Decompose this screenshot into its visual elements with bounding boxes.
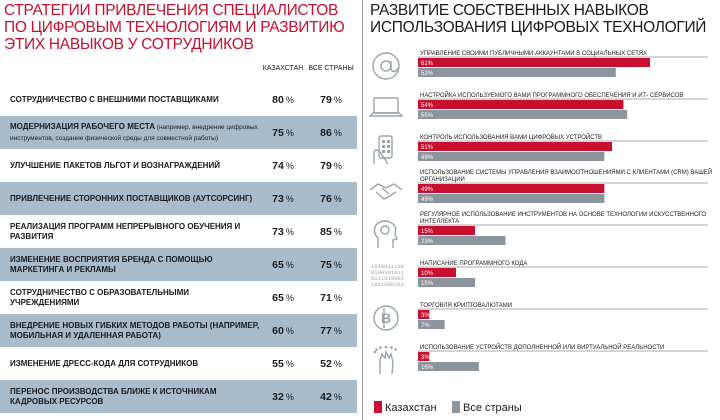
bitcoin-glyph: B	[380, 310, 392, 326]
value-kazakhstan: 74 %	[272, 159, 294, 172]
row-label	[10, 182, 260, 215]
left-panel	[0, 0, 357, 420]
value-all-countries: 79 %	[320, 93, 342, 106]
icon-part	[375, 348, 378, 351]
value-all-countries: 52 %	[320, 357, 342, 370]
bar-value-label: 15%	[421, 228, 434, 235]
row-label-text: РЕАЛИЗАЦИЯ ПРОГРАММ НЕПРЕРЫВНОГО ОБУЧЕНИЯ И РАЗВИТИЯ	[10, 221, 241, 241]
table-row	[0, 149, 357, 182]
value-all-countries: 86 %	[320, 126, 342, 139]
value-all-countries: 77 %	[320, 324, 342, 337]
value-all-countries: 76 %	[320, 192, 342, 205]
bar-kazakhstan	[418, 58, 650, 67]
category-label: НАПИСАНИЕ ПРОГРАММНОГО КОДА	[420, 261, 528, 267]
bar-value-label: 55%	[421, 112, 434, 119]
bar-value-label: 10%	[421, 270, 434, 277]
bar-value-label: 3%	[421, 354, 430, 361]
table-row	[0, 248, 357, 281]
legend-swatch	[452, 401, 460, 413]
category-label: УПРАВЛЕНИЕ СВОИМИ ПУБЛИЧНЫМИ АККАУНТАМИ В СОЦИАЛЬНЫХ СЕТЯХ	[420, 51, 648, 57]
row-label	[10, 314, 260, 347]
value-kazakhstan: 65 %	[272, 258, 294, 271]
legend-label: Все страны	[463, 402, 522, 414]
row-label	[10, 83, 260, 116]
icon-part	[381, 61, 391, 71]
icon-part	[387, 150, 390, 153]
icon-part	[387, 145, 390, 148]
chart-category	[371, 261, 708, 288]
row-label-text: СОТРУДНИЧЕСТВО С ВНЕШНИМИ ПОСТАВЩИКАМИ	[10, 94, 219, 104]
bar-kazakhstan	[418, 142, 612, 151]
icon-part	[385, 346, 388, 349]
bar-all-countries	[418, 110, 627, 119]
icon-part	[382, 188, 389, 194]
icon-part	[382, 140, 385, 143]
binary-line: 0111010001	[371, 275, 405, 282]
chart-category	[374, 303, 708, 330]
row-label	[10, 215, 260, 248]
value-kazakhstan: 73 %	[272, 225, 294, 238]
panel-divider	[362, 0, 363, 420]
value-kazakhstan: 75 %	[272, 126, 294, 139]
right-panel	[364, 0, 720, 420]
row-label-text: ИЗМЕНЕНИЕ ВОСПРИЯТИЯ БРЕНДА С ПОМОЩЬЮ МАРКЕТИНГА И РЕКЛАМЫ	[10, 254, 213, 274]
bar-kazakhstan	[418, 184, 604, 193]
value-all-countries: 71 %	[320, 291, 342, 304]
table-row	[0, 380, 357, 413]
bar-value-label: 15%	[421, 280, 434, 287]
column-header-all-countries: ВСЕ СТРАНЫ	[308, 65, 354, 72]
row-label	[10, 347, 260, 380]
row-label-text: УЛУЧШЕНИЕ ПАКЕТОВ ЛЬГОТ И ВОЗНАГРАЖДЕНИЙ	[10, 160, 220, 170]
value-kazakhstan: 65 %	[272, 291, 294, 304]
chart-category	[370, 91, 708, 119]
icon-part	[390, 346, 393, 349]
bar-value-label: 51%	[421, 144, 434, 151]
row-label-text: МОДЕРНИЗАЦИЯ РАБОЧЕГО МЕСТА	[10, 121, 155, 131]
row-label-text: ИЗМЕНЕНИЕ ДРЕСС-КОДА ДЛЯ СОТРУДНИКОВ	[10, 358, 199, 368]
row-label-text: СОТРУДНИЧЕСТВО С ОБРАЗОВАТЕЛЬНЫМИ УЧРЕЖДЕНИЯМИ	[10, 287, 190, 307]
bar-value-label: 7%	[421, 322, 430, 329]
table-row	[0, 116, 357, 149]
ai-head-icon	[374, 221, 397, 248]
at-sign-icon	[373, 53, 399, 79]
legend-label: Казахстан	[385, 402, 437, 414]
category-label: РЕГУЛЯРНОЕ ИСПОЛЬЗОВАНИЕ ИНСТРУМЕНТОВ НА ОСНОВЕ ТЕХНОЛОГИИ ИСКУССТВЕННОГО	[420, 212, 707, 218]
bar-all-countries	[418, 194, 604, 203]
column-header-kazakhstan: КАЗАХСТАН	[262, 65, 304, 72]
bar-value-label: 49%	[421, 154, 434, 161]
bar-value-label: 54%	[421, 102, 434, 109]
category-label: КОНТРОЛЬ ИСПОЛЬЗОВАНИЯ ВАМИ ЦИФРОВЫХ УСТРОЙСТВ	[420, 135, 603, 141]
row-label	[10, 248, 260, 281]
icon-part	[387, 140, 390, 143]
icon-part	[382, 150, 385, 153]
table-row	[0, 281, 357, 314]
icon-part	[374, 150, 388, 164]
column-headers	[0, 65, 357, 77]
icon-part	[394, 348, 397, 351]
bar-value-label: 61%	[421, 60, 434, 67]
row-label	[10, 149, 260, 182]
bar-value-label: 3%	[421, 312, 430, 319]
icon-part	[374, 351, 377, 354]
bar-value-label: 23%	[421, 238, 434, 245]
phone-hand-icon	[374, 136, 392, 164]
laptop-icon	[370, 98, 402, 116]
value-kazakhstan: 32 %	[272, 390, 294, 403]
binary-code-icon	[371, 263, 405, 288]
chart-legend	[374, 401, 522, 414]
table-row	[0, 347, 357, 380]
row-label	[10, 380, 260, 413]
value-all-countries: 42 %	[320, 390, 342, 403]
row-label-note: (например, внедрение цифровых инструментов, создание физической среды для совместной работы)	[10, 123, 258, 142]
bar-kazakhstan	[418, 100, 623, 109]
category-label: ИСПОЛЬЗОВАНИЕ УСТРОЙСТВ ДОПОЛНЕННОЙ ИЛИ ВИРТУАЛЬНОЙ РЕАЛЬНОСТИ	[420, 345, 665, 351]
legend-swatch	[374, 401, 382, 413]
icon-part	[370, 184, 402, 190]
icon-part	[380, 352, 393, 374]
category-label: ИНТЕЛЛЕКТА	[420, 219, 460, 225]
row-label-text: ВНЕДРЕНИЕ НОВЫХ ГИБКИХ МЕТОДОВ РАБОТЫ (НАПРИМЕР, МОБИЛЬНАЯ И УДАЛЕННАЯ РАБОТА)	[10, 320, 260, 340]
row-label	[10, 281, 260, 314]
icon-part	[376, 192, 396, 199]
category-label: ОРГАНИЗАЦИИ	[420, 177, 465, 183]
icon-part	[379, 136, 392, 158]
bar-value-label: 52%	[421, 70, 434, 77]
value-kazakhstan: 73 %	[272, 192, 294, 205]
row-label-text: ПЕРЕНОС ПРОИЗВОДСТВА БЛИЖЕ К ИСТОЧНИКАМ КАДРОВЫХ РЕСУРСОВ	[10, 386, 217, 406]
vr-hand-icon	[374, 346, 397, 374]
bar-value-label: 49%	[421, 186, 434, 193]
icon-part	[391, 61, 398, 72]
category-label: ТОРГОВЛЯ КРИПТОВАЛЮТАМИ	[420, 303, 513, 309]
value-kazakhstan: 60 %	[272, 324, 294, 337]
strategy-table	[0, 83, 357, 413]
table-row	[0, 314, 357, 347]
row-label-text: ПРИВЛЕЧЕНИЕ СТОРОННИХ ПОСТАВЩИКОВ (АУТСОРСИНГ)	[10, 193, 253, 203]
value-all-countries: 75 %	[320, 258, 342, 271]
category-label: НАСТРОЙКА ИСПОЛЬЗУЕМОГО ВАМИ ПРОГРАММНОГО ОБЕСПЕЧЕНИЯ И ИТ- СЕРВИСОВ	[420, 93, 684, 99]
value-kazakhstan: 80 %	[272, 93, 294, 106]
skills-bar-chart	[364, 0, 720, 420]
icon-part	[382, 145, 385, 148]
chart-category	[374, 212, 708, 248]
chart-category	[370, 168, 712, 203]
icon-part	[373, 53, 399, 79]
binary-line: 0100101011	[371, 269, 405, 276]
value-kazakhstan: 55 %	[272, 357, 294, 370]
icon-part	[374, 98, 398, 113]
chart-category	[373, 51, 708, 79]
category-label: ИСПОЛЬЗОВАНИЕ СИСТЕМЫ УПРАВЛЕНИЯ ВЗАИМООТНОШЕНИЯМИ С КЛИЕНТАМИ (CRM) ВАШЕЙ	[420, 170, 713, 176]
table-row	[0, 182, 357, 215]
binary-line: 1011000101	[371, 281, 405, 288]
icon-part	[379, 346, 382, 349]
chart-category	[374, 133, 708, 164]
handshake-icon	[370, 184, 402, 199]
left-title: СТРАТЕГИИ ПРИВЛЕЧЕНИЯ СПЕЦИАЛИСТОВ ПО ЦИФРОВЫМ ТЕХНОЛОГИЯМ И РАЗВИТИЮ ЭТИХ НАВЫКОВ У СОТРУДНИКОВ	[4, 2, 345, 53]
value-all-countries: 85 %	[320, 225, 342, 238]
table-row	[0, 83, 357, 116]
row-label	[10, 116, 260, 149]
icon-part	[381, 226, 389, 234]
chart-category	[374, 343, 708, 374]
binary-line: 1010011100	[371, 263, 405, 270]
bar-all-countries	[418, 68, 616, 77]
bar-value-label: 16%	[421, 364, 434, 371]
value-all-countries: 79 %	[320, 159, 342, 172]
icon-part	[370, 113, 402, 116]
bitcoin-icon	[374, 306, 398, 330]
table-row	[0, 215, 357, 248]
bar-all-countries	[418, 152, 604, 161]
bar-value-label: 49%	[421, 196, 434, 203]
right-title: РАЗВИТИЕ СОБСТВЕННЫХ НАВЫКОВ ИСПОЛЬЗОВАНИЯ ЦИФРОВЫХ ТЕХНОЛОГИЙ	[370, 2, 707, 36]
